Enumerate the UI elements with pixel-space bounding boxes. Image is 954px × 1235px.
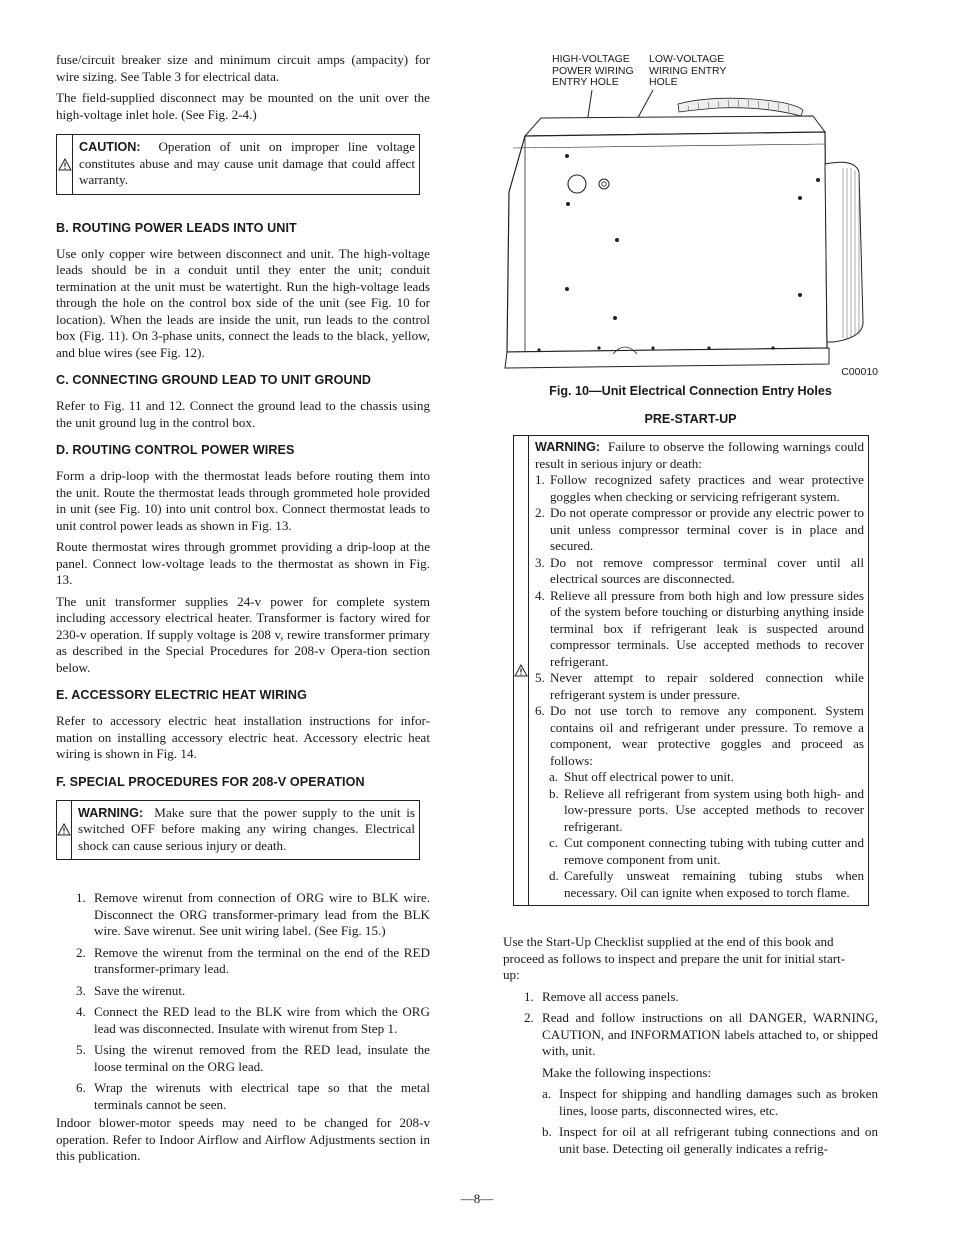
list-item: 1. Remove wirenut from connection of ORG wire to BLK wire. Disconnect the ORG transformer-primary lead from the BLK wire. Save wirenut. See unit wiring label. (See Fig. 15.) [76, 890, 430, 938]
list-item: d. Carefully unsweat remaining tubing stubs when necessary. Oil can ignite when exposed to torch flame. [549, 868, 864, 900]
list-item: 6. Do not use torch to remove any component. System contains oil and refrigerant under pressure. To remove a component, wear protective goggles and proceed as follows: [535, 703, 864, 768]
inspections-intro: Make the following inspections: [542, 1064, 712, 1080]
unit-drawing [503, 52, 878, 372]
list-item: b. Inspect for oil at all refrigerant tubing connections and on unit base. Detecting oil generally indicates a refrig- [542, 1124, 878, 1156]
list-item: c. Cut component connecting tubing with tubing cutter and remove component from unit. [549, 835, 864, 867]
warning-triangle-icon [57, 135, 73, 194]
section-d-paragraph-1: Form a drip-loop with the thermostat leads before routing them into the unit. Route the thermostat leads through grommeted hole provided in unit (see Fig. 10) into unit control box. Connect thermostat leads to unit control power leads as shown in Fig. 13. [56, 468, 430, 533]
section-d-heading: D. ROUTING CONTROL POWER WIRES [56, 443, 295, 457]
list-item: a. Shut off electrical power to unit. [549, 769, 734, 784]
list-item: 1. Follow recognized safety practices and wear protective goggles when checking or servicing refrigerant system. [535, 472, 864, 504]
high-voltage-label: HIGH-VOLTAGE POWER WIRING ENTRY HOLE [552, 53, 634, 88]
list-item: 5. Never attempt to repair soldered connection while refrigerant system is under pressure. [535, 670, 864, 702]
page-number: —8— [460, 1191, 494, 1206]
list-item: 3. Do not remove compressor terminal cover until all electrical sources are disconnected. [535, 554, 864, 586]
caution-text: Operation of unit on improper line voltage constitutes abuse and may cause unit damage that could affect warranty. [79, 139, 416, 187]
figure-caption: Fig. 10—Unit Electrical Connection Entry Holes [549, 384, 832, 398]
warning-triangle-icon [514, 436, 529, 905]
warning-triangle-icon [57, 801, 72, 860]
list-item: 2. Read and follow instructions on all DANGER, WARNING, CAUTION, and INFORMATION labels attached to, or shipped with, unit. [524, 1010, 878, 1058]
pre-start-warning-box [513, 435, 869, 906]
pre-start-up-heading: PRE-START-UP [644, 412, 737, 426]
list-item: 6. Wrap the wirenuts with electrical tape so that the metal terminals cannot be seen. [76, 1080, 430, 1112]
section-c-heading: C. CONNECTING GROUND LEAD TO UNIT GROUND [56, 373, 372, 387]
list-item: 2. Do not operate compressor or provide any electric power to unit unless compressor terminal cover is in place and secured. [535, 505, 864, 553]
intro-paragraph-1: fuse/circuit breaker size and minimum circuit amps (ampacity) for wire sizing. See Table 3 for electrical data. [56, 52, 430, 84]
caution-label: CAUTION: [79, 140, 141, 154]
list-item: a. Inspect for shipping and handling damages such as broken lines, loose parts, disconnected wires, etc. [542, 1086, 878, 1118]
section-d-paragraph-2: Route thermostat wires through grommet providing a drip-loop at the panel. Connect low-voltage leads to the thermostat as shown in Fig. 13. [56, 539, 430, 587]
startup-intro: Use the Start-Up Checklist supplied at the end of this book and proceed as follows to inspect and prepare the unit for initial start-up: [503, 934, 846, 982]
section-b-heading: B. ROUTING POWER LEADS INTO UNIT [56, 220, 297, 235]
list-item: 3. Save the wirenut. [76, 982, 186, 998]
warning-intro: Failure to observe the following warnings could result in serious injury or death: [535, 439, 864, 471]
caution-box [56, 134, 420, 195]
inspection-items [503, 1086, 878, 1157]
warning-label: WARNING: [535, 440, 601, 454]
list-item: 2. Remove the wirenut from the terminal on the end of the RED transformer-primary lead. [76, 944, 430, 976]
section-e-heading: E. ACCESSORY ELECTRIC HEAT WIRING [56, 688, 307, 702]
intro-paragraph-2: The field-supplied disconnect may be mounted on the unit over the high-voltage inlet hole. (See Fig. 2-4.) [56, 90, 430, 122]
procedure-steps [56, 890, 430, 1113]
section-f-closing: Indoor blower-motor speeds may need to be changed for 208-v operation. Refer to Indoor Airflow and Airflow Adjustments section in this publication. [56, 1115, 430, 1163]
figure-code: C00010 [841, 366, 878, 378]
low-voltage-label: LOW-VOLTAGE WIRING ENTRY HOLE [649, 53, 727, 88]
list-item: 4. Relieve all pressure from both high and low pressure sides of the system before touching or disturbing anything inside terminal box if refrigerant leak is suspected around compressor terminals. Use accepted methods to recover refrigerant. [535, 587, 864, 669]
section-d-paragraph-3: The unit transformer supplies 24-v power for complete system including accessory electrical heater. Transformer is factory wired for 230-v operation. If supply voltage is 208 v, rewire transformer primary as described in the Special Procedures for 208-v Opera-tion section below. [56, 593, 430, 675]
left-column [56, 52, 430, 1170]
section-b-text: Use only copper wire between disconnect and unit. The high-voltage leads should be in a conduit until they enter the unit; conduit termination at the unit must be watertight. Run the high-voltage leads through the hole on the control box side of the unit (see Fig. 10 for location). When the leads are inside the unit, run leads to the control box (Fig. 11). On 3-phase units, connect the leads to the black, yellow, and blue wires (see Fig. 12). [56, 245, 430, 360]
list-item: 4. Connect the RED lead to the BLK wire from which the ORG lead was disconnected. Insulate with wirenut from Step 1. [76, 1004, 430, 1036]
list-item: 1. Remove all access panels. [524, 988, 679, 1004]
list-item: 5. Using the wirenut removed from the RED lead, insulate the loose terminal on the ORG lead. [76, 1042, 430, 1074]
warning-text: Make sure that the power supply to the unit is switched OFF before making any wiring changes. Electrical shock can cause serious injury or death. [78, 804, 415, 853]
warning-box-208v [56, 800, 420, 861]
right-column [503, 52, 878, 1162]
warning-sub-items [535, 769, 864, 901]
figure-10 [503, 52, 878, 392]
warning-items [535, 472, 864, 769]
startup-steps [503, 989, 878, 1060]
section-c-text: Refer to Fig. 11 and 12. Connect the ground lead to the chassis using the unit ground lug in the control box. [56, 398, 430, 430]
warning-label: WARNING: [78, 805, 144, 820]
section-e-text: Refer to accessory electric heat installation instructions for infor-mation on installing accessory electric heat. Accessory electric heat wiring is shown in Fig. 14. [56, 713, 430, 761]
list-item: b. Relieve all refrigerant from system using both high- and low-pressure ports. Use accepted methods to recover refrigerant. [549, 785, 864, 834]
section-f-heading: F. SPECIAL PROCEDURES FOR 208-V OPERATION [56, 774, 365, 789]
